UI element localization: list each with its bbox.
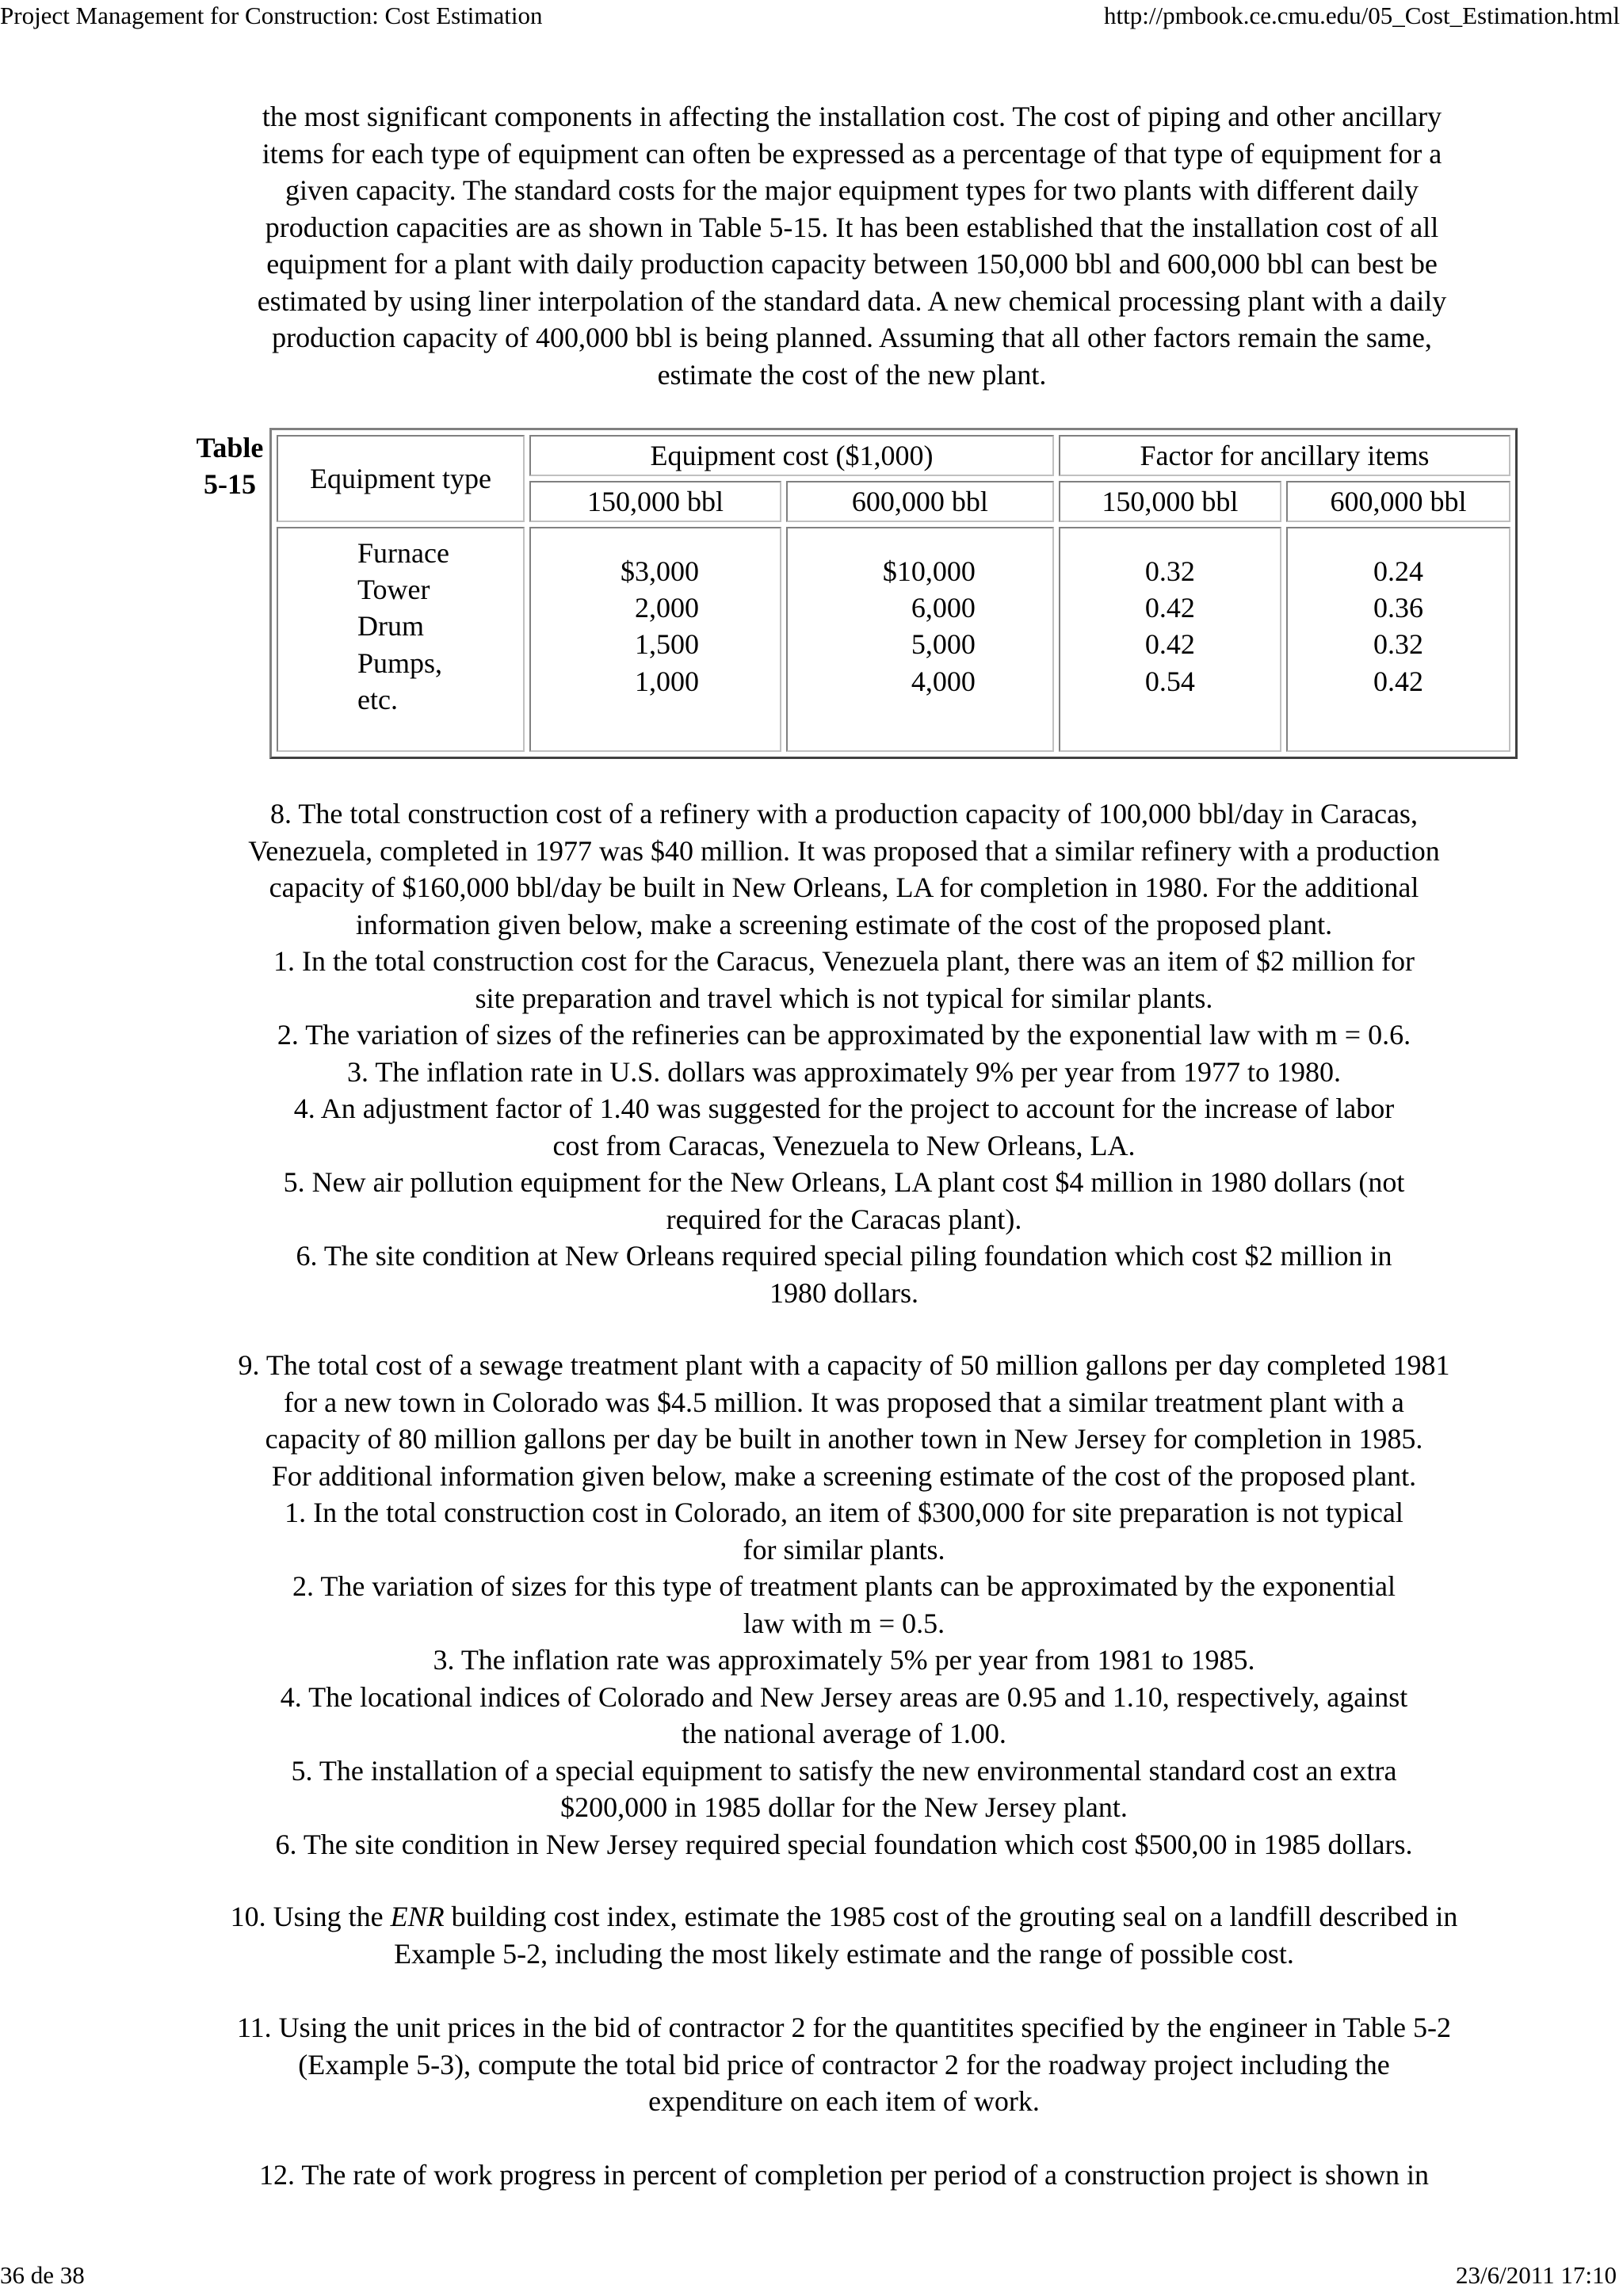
question-12: [143, 2157, 1545, 2194]
text-line: building cost index, estimate the 1985 cost of the grouting seal on a landfill described in: [444, 1901, 1458, 1932]
text-line: 12. The rate of work progress in percent of completion per period of a construction project is shown in: [259, 2159, 1429, 2191]
table-cell: 0.54: [1144, 665, 1195, 697]
text-line: 11. Using the unit prices in the bid of contractor 2 for the quantitites specified by the engineer in Table 5-2: [236, 2012, 1452, 2043]
text-line: 4. The locational indices of Colorado and New Jersey areas are 0.95 and 1.10, respectively, against: [280, 1680, 1408, 1713]
question-10: [143, 1898, 1545, 1972]
table-cell: etc.: [357, 683, 398, 715]
text-line: the national average of 1.00.: [682, 1718, 1006, 1749]
text-line: production capacities are as shown in Table 5-15. It has been established that the installation cost of all: [265, 211, 1439, 243]
page-url: http://pmbook.ce.cmu.edu/05_Cost_Estimation.html: [1104, 2, 1620, 29]
equipment-cost-table: [269, 428, 1518, 759]
question-8-item-1: [143, 943, 1545, 1016]
print-datetime: 23/6/2011 17:10: [1456, 2261, 1617, 2289]
text-line: items for each type of equipment can often be expressed as a percentage of that type of equipment for a: [262, 137, 1442, 170]
text-line: 6. The site condition in New Jersey required special foundation which cost $500,00 in 1985 dollars.: [275, 1828, 1413, 1860]
text-line: required for the Caracas plant).: [666, 1203, 1022, 1235]
text-line: 8. The total construction cost of a refinery with a production capacity of 100,000 bbl/day in Caracas,: [270, 798, 1418, 830]
question-9-item-3: [143, 1642, 1545, 1679]
text-line: capacity of $160,000 bbl/day be built in New Orleans, LA for completion in 1980. For the additional: [269, 871, 1419, 903]
question-9-item-4: [143, 1679, 1545, 1753]
table-label-line: Table: [196, 432, 264, 463]
table-cell: 0.36: [1373, 592, 1423, 624]
table-cell: 0.42: [1144, 592, 1195, 624]
text-line: given capacity. The standard costs for the major equipment types for two plants with different daily: [285, 174, 1419, 206]
table-cell: 2,000: [635, 592, 699, 624]
text-line: the most significant components in affecting the installation cost. The cost of piping and other ancillary: [262, 101, 1442, 132]
text-line: 1. In the total construction cost in Colorado, an item of $300,000 for site preparation is not typical: [285, 1497, 1403, 1528]
text-line: 3. The inflation rate was approximately 5% per year from 1981 to 1985.: [433, 1644, 1255, 1676]
header-factor-600k: 600,000 bbl: [1286, 481, 1510, 522]
text-line: equipment for a plant with daily production capacity between 150,000 bbl and 600,000 bbl can best be: [266, 248, 1438, 280]
text-line: 2. The variation of sizes for this type of treatment plants can be approximated by the exponential: [292, 1570, 1396, 1602]
text-line: (Example 5-3), compute the total bid price of contractor 2 for the roadway project including the: [298, 2048, 1390, 2081]
cost-600k-cell: [786, 527, 1054, 752]
question-9-item-2: [143, 1568, 1545, 1642]
text-line: Example 5-2, including the most likely estimate and the range of possible cost.: [394, 1937, 1294, 1970]
table-cell: 0.32: [1373, 628, 1423, 661]
text-line: estimated by using liner interpolation of the standard data. A new chemical processing plant with a daily: [257, 284, 1447, 317]
text-line: 9. The total cost of a sewage treatment plant with a capacity of 50 million gallons per day completed 1981: [238, 1349, 1450, 1381]
table-cell: $3,000: [621, 555, 699, 587]
factor-600k-cell: [1286, 527, 1510, 752]
text-line: for similar plants.: [743, 1533, 945, 1566]
text-line: estimate the cost of the new plant.: [657, 358, 1047, 391]
page-number: 36 de 38: [0, 2261, 85, 2289]
table-cell: 0.42: [1144, 628, 1195, 661]
header-equipment-type: Equipment type: [277, 435, 525, 522]
question-11: [143, 2009, 1545, 2120]
question-9-item-1: [143, 1494, 1545, 1568]
header-ancillary-factor: Factor for ancillary items: [1059, 435, 1510, 476]
table-cell: 5,000: [911, 628, 976, 661]
table-cell: 6,000: [911, 592, 976, 624]
header-cost-600k: 600,000 bbl: [786, 481, 1054, 522]
table-cell: 4,000: [911, 665, 976, 697]
text-line: site preparation and travel which is not typical for similar plants.: [475, 982, 1213, 1014]
text-line: law with m = 0.5.: [743, 1607, 945, 1639]
text-line: capacity of 80 million gallons per day be built in another town in New Jersey for completion in 1985.: [265, 1423, 1423, 1455]
text-line: 2. The variation of sizes of the refineries can be approximated by the exponential law with m = 0.6.: [277, 1019, 1411, 1051]
text-line: 1. In the total construction cost for the Caracus, Venezuela plant, there was an item of $2 million for: [273, 945, 1415, 977]
text-line: expenditure on each item of work.: [648, 2085, 1040, 2117]
header-cost-150k: 150,000 bbl: [529, 481, 781, 522]
question-9-item-6: [143, 1826, 1545, 1863]
cost-150k-cell: [529, 527, 781, 752]
text-line: $200,000 in 1985 dollar for the New Jersey plant.: [560, 1791, 1128, 1823]
factor-150k-cell: [1059, 527, 1281, 752]
text-line: 6. The site condition at New Orleans required special piling foundation which cost $2 million in: [296, 1240, 1392, 1272]
text-line: production capacity of 400,000 bbl is being planned. Assuming that all other factors remain the same,: [272, 322, 1432, 353]
table-cell: Tower: [357, 574, 430, 606]
question-8-item-4: [143, 1090, 1545, 1164]
text-line: Venezuela, completed in 1977 was $40 million. It was proposed that a similar refinery with a production: [248, 834, 1440, 867]
text-line: information given below, make a screening estimate of the cost of the proposed plant.: [355, 908, 1333, 940]
intro-paragraph: [190, 98, 1514, 393]
text-line: For additional information given below, make a screening estimate of the cost of the proposed plant.: [271, 1459, 1417, 1492]
browser-print-header: [0, 0, 1623, 36]
table-cell: 1,500: [635, 628, 699, 661]
question-8: [143, 795, 1545, 1311]
table-cell: 1,000: [635, 665, 699, 697]
question-9: [143, 1347, 1545, 1863]
text-line: 10. Using the: [230, 1901, 391, 1932]
table-cell: 0.32: [1144, 555, 1195, 587]
question-9-item-5: [143, 1753, 1545, 1826]
enr-emphasis: ENR: [390, 1901, 445, 1932]
page-title: Project Management for Construction: Cost Estimation: [0, 2, 543, 29]
table-label-number: 5-15: [204, 468, 256, 500]
table-cell: Drum: [357, 610, 424, 643]
question-8-item-3: [143, 1054, 1545, 1091]
table-cell: 0.42: [1373, 665, 1423, 697]
table-cell: 0.24: [1373, 555, 1423, 587]
text-line: 5. New air pollution equipment for the New Orleans, LA plant cost $4 million in 1980 dollars (not: [283, 1166, 1405, 1198]
text-line: cost from Caracas, Venezuela to New Orleans, LA.: [552, 1129, 1136, 1161]
table-cell: $10,000: [882, 555, 976, 587]
header-factor-150k: 150,000 bbl: [1059, 481, 1281, 522]
text-line: 5. The installation of a special equipment to satisfy the new environmental standard cost an extra: [291, 1754, 1397, 1787]
equipment-type-cell: [277, 527, 525, 752]
question-8-item-5: [143, 1164, 1545, 1238]
text-line: for a new town in Colorado was $4.5 million. It was proposed that a similar treatment plant with a: [284, 1386, 1404, 1418]
table-cell: Pumps,: [357, 646, 443, 679]
text-line: 3. The inflation rate in U.S. dollars was approximately 9% per year from 1977 to 1980.: [346, 1055, 1342, 1088]
table-cell: Furnace: [357, 537, 449, 569]
text-line: 1980 dollars.: [769, 1276, 918, 1309]
text-line: 4. An adjustment factor of 1.40 was suggested for the project to account for the increase of labor: [293, 1093, 1395, 1124]
header-equipment-cost: Equipment cost ($1,000): [529, 435, 1054, 476]
question-8-item-2: [143, 1016, 1545, 1054]
table-label: [190, 429, 269, 502]
browser-print-footer: [0, 2260, 1623, 2296]
question-8-item-6: [143, 1238, 1545, 1311]
